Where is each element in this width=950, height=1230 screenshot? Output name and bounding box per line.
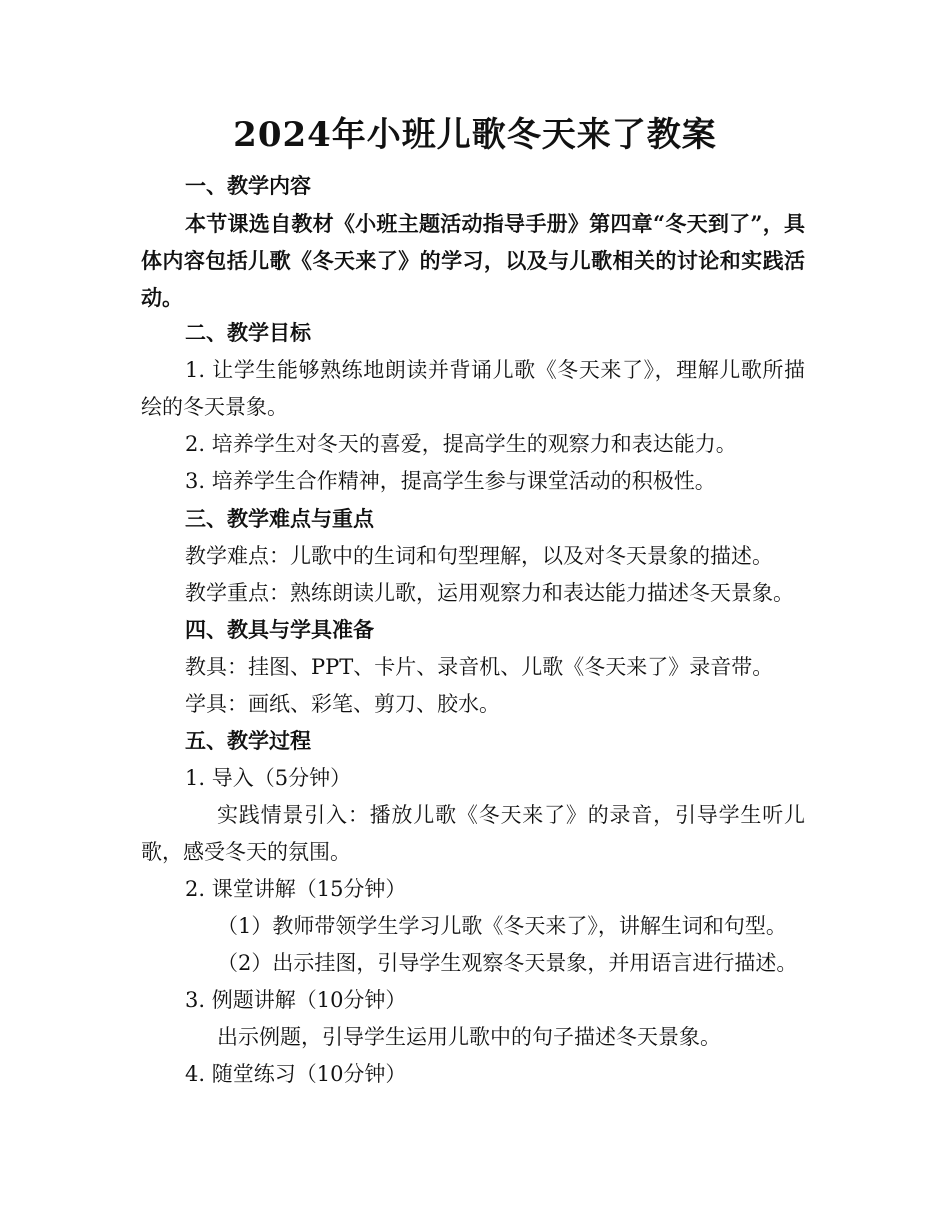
process-step-2-b: （2）出示挂图，引导学生观察冬天景象，并用语言进行描述。 [217, 951, 798, 975]
process-step-3: 3. 例题讲解（10分钟） [185, 988, 407, 1012]
objective-2: 2. 培养学生对冬天的喜爱，提高学生的观察力和表达能力。 [185, 432, 737, 456]
process-step-1-text: 实践情景引入：播放儿歌《冬天来了》的录音，引导学生听儿歌，感受冬天的氛围。 [141, 803, 805, 864]
section-heading-objectives: 二、教学目标 [185, 320, 311, 345]
document-title: 2024年小班儿歌冬天来了教案 [233, 115, 717, 155]
process-step-2: 2. 课堂讲解（15分钟） [185, 877, 407, 901]
section-heading-process: 五、教学过程 [185, 728, 311, 753]
teacher-materials: 教具：挂图、PPT、卡片、录音机、儿歌《冬天来了》录音带。 [185, 655, 774, 679]
process-step-3-text: 出示例题，引导学生运用儿歌中的句子描述冬天景象。 [217, 1025, 721, 1049]
process-step-2-a: （1）教师带领学生学习儿歌《冬天来了》，讲解生词和句型。 [217, 914, 787, 938]
section-heading-materials: 四、教具与学具准备 [185, 617, 374, 642]
objective-3: 3. 培养学生合作精神，提高学生参与课堂活动的积极性。 [185, 469, 716, 493]
section-heading-content: 一、教学内容 [185, 173, 311, 198]
teaching-key-point: 教学重点：熟练朗读儿歌，运用观察力和表达能力描述冬天景象。 [185, 581, 794, 605]
student-materials: 学具：画纸、彩笔、剪刀、胶水。 [185, 692, 500, 716]
objective-1: 1. 让学生能够熟练地朗读并背诵儿歌《冬天来了》，理解儿歌所描绘的冬天景象。 [141, 358, 805, 419]
process-step-1: 1. 导入（5分钟） [185, 766, 352, 790]
content-paragraph: 本节课选自教材《小班主题活动指导手册》第四章“冬天到了”，具体内容包括儿歌《冬天来了》的学习，以及与儿歌相关的讨论和实践活动。 [141, 211, 805, 310]
process-step-4: 4. 随堂练习（10分钟） [185, 1062, 407, 1086]
teaching-difficulty: 教学难点：儿歌中的生词和句型理解，以及对冬天景象的描述。 [185, 544, 773, 568]
section-heading-difficulty: 三、教学难点与重点 [185, 506, 374, 531]
